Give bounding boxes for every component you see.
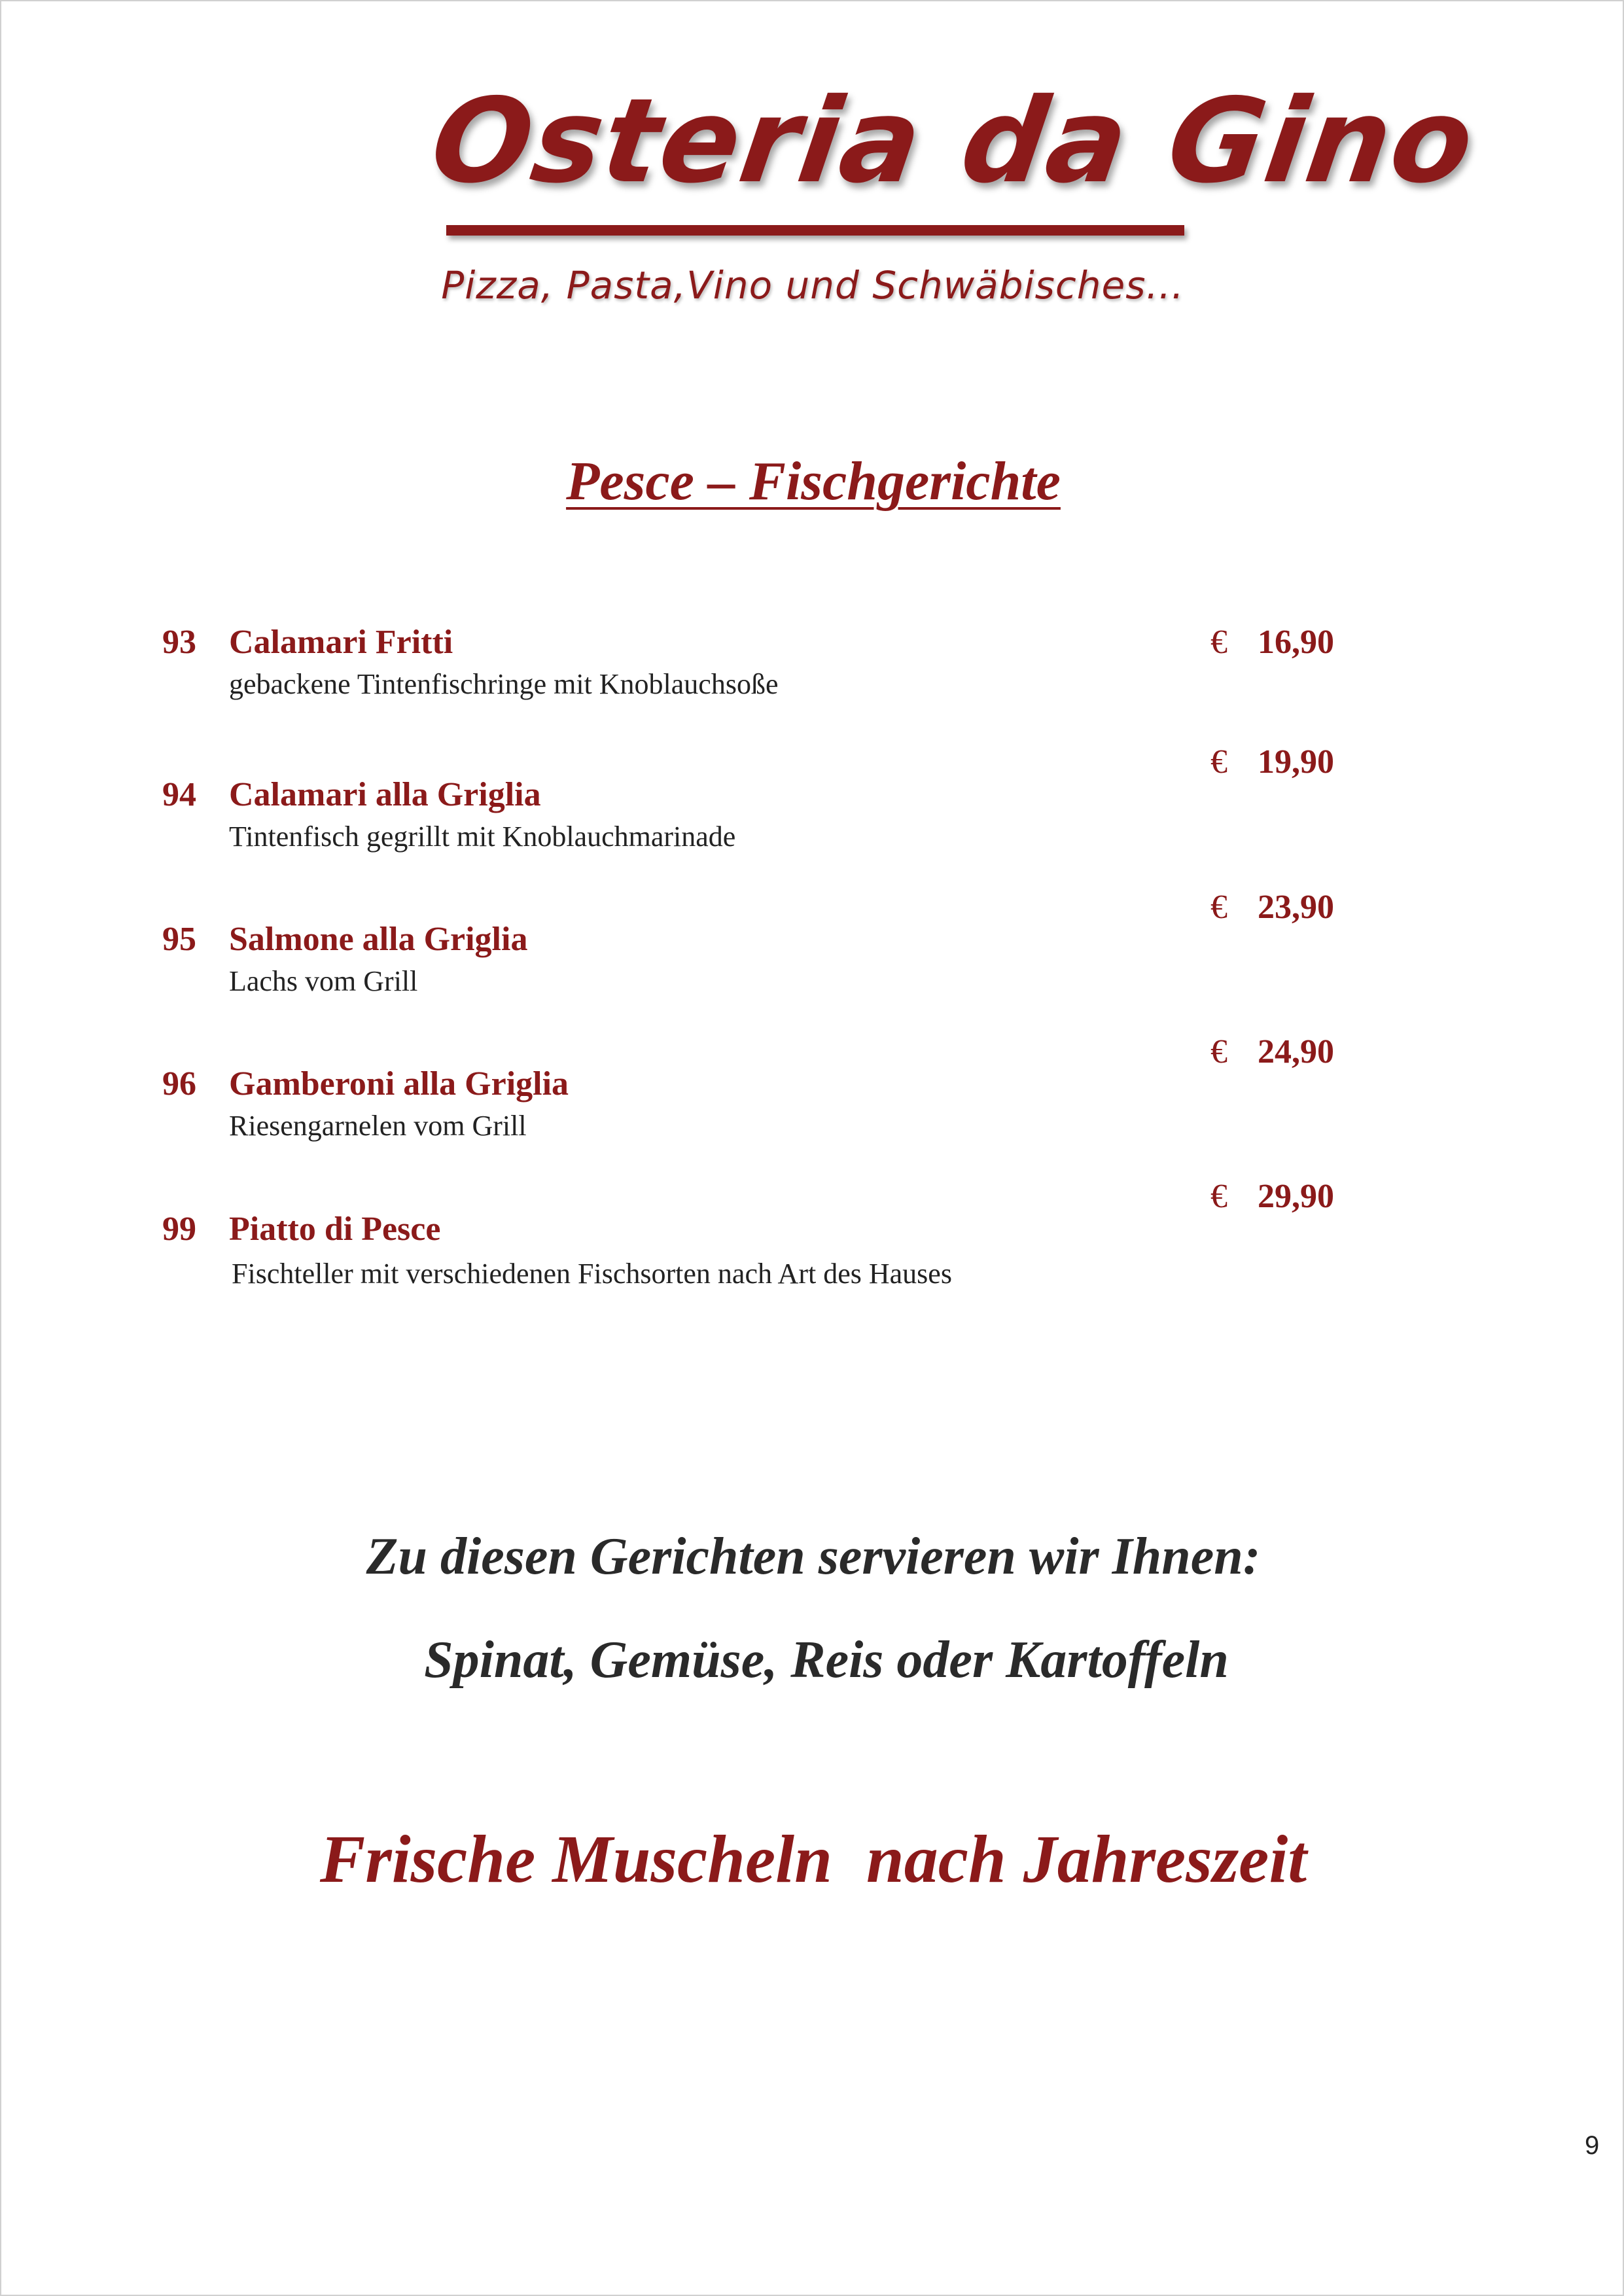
- price-value: 29,90: [1258, 1178, 1334, 1215]
- item-description: Tintenfisch gegrillt mit Knoblauchmarinade: [229, 821, 736, 853]
- item-name: Calamari alla Griglia: [229, 776, 541, 813]
- item-name: Gamberoni alla Griglia: [229, 1065, 569, 1103]
- currency-symbol: €: [1210, 624, 1227, 661]
- sides-list: Spinat, Gemüse, Reis oder Kartoffeln: [424, 1631, 1229, 1689]
- menu-item: [1, 1210, 1624, 1315]
- item-name: Salmone alla Griglia: [229, 921, 528, 958]
- menu-item: [1, 920, 1624, 1025]
- section-title: Pesce – Fischgerichte: [566, 451, 1061, 512]
- item-name: Calamari Fritti: [229, 624, 453, 661]
- sides-heading: Zu diesen Gerichten servieren wir Ihnen:: [366, 1528, 1261, 1585]
- item-description: Fischteller mit verschiedenen Fischsorten nach Art des Hauses: [232, 1258, 952, 1290]
- item-number: 93: [162, 624, 196, 661]
- logo-tagline: Pizza, Pasta,Vino und Schwäbisches...: [441, 263, 1184, 308]
- currency-symbol: €: [1210, 889, 1227, 926]
- item-price: [1210, 1177, 1341, 1216]
- item-name: Piatto di Pesce: [229, 1210, 441, 1248]
- item-description: gebackene Tintenfischringe mit Knoblauchsoße: [229, 668, 779, 700]
- restaurant-logo: [423, 73, 1483, 322]
- item-number: 94: [162, 776, 196, 813]
- currency-symbol: €: [1210, 1178, 1227, 1215]
- item-number: 95: [162, 921, 196, 958]
- currency-symbol: €: [1210, 743, 1227, 781]
- logo-underline: [446, 225, 1184, 236]
- logo-title: Osteria da Gino: [423, 73, 1483, 209]
- currency-symbol: €: [1210, 1033, 1227, 1070]
- price-value: 24,90: [1258, 1033, 1334, 1070]
- item-price: [1210, 1033, 1341, 1071]
- item-price: [1210, 623, 1341, 662]
- item-number: 96: [162, 1065, 196, 1103]
- item-description: Riesengarnelen vom Grill: [229, 1110, 527, 1142]
- item-description: Lachs vom Grill: [229, 965, 418, 997]
- menu-item: [1, 775, 1624, 880]
- page-number: 9: [1585, 2131, 1600, 2160]
- item-price: [1210, 888, 1341, 927]
- item-price: [1210, 743, 1341, 781]
- menu-item: [1, 623, 1624, 728]
- menu-item: [1, 1065, 1624, 1169]
- price-value: 16,90: [1258, 624, 1334, 661]
- seasonal-note: Frische Muscheln nach Jahreszeit: [319, 1822, 1307, 1897]
- price-value: 19,90: [1258, 743, 1334, 781]
- item-number: 99: [162, 1210, 196, 1248]
- price-value: 23,90: [1258, 889, 1334, 926]
